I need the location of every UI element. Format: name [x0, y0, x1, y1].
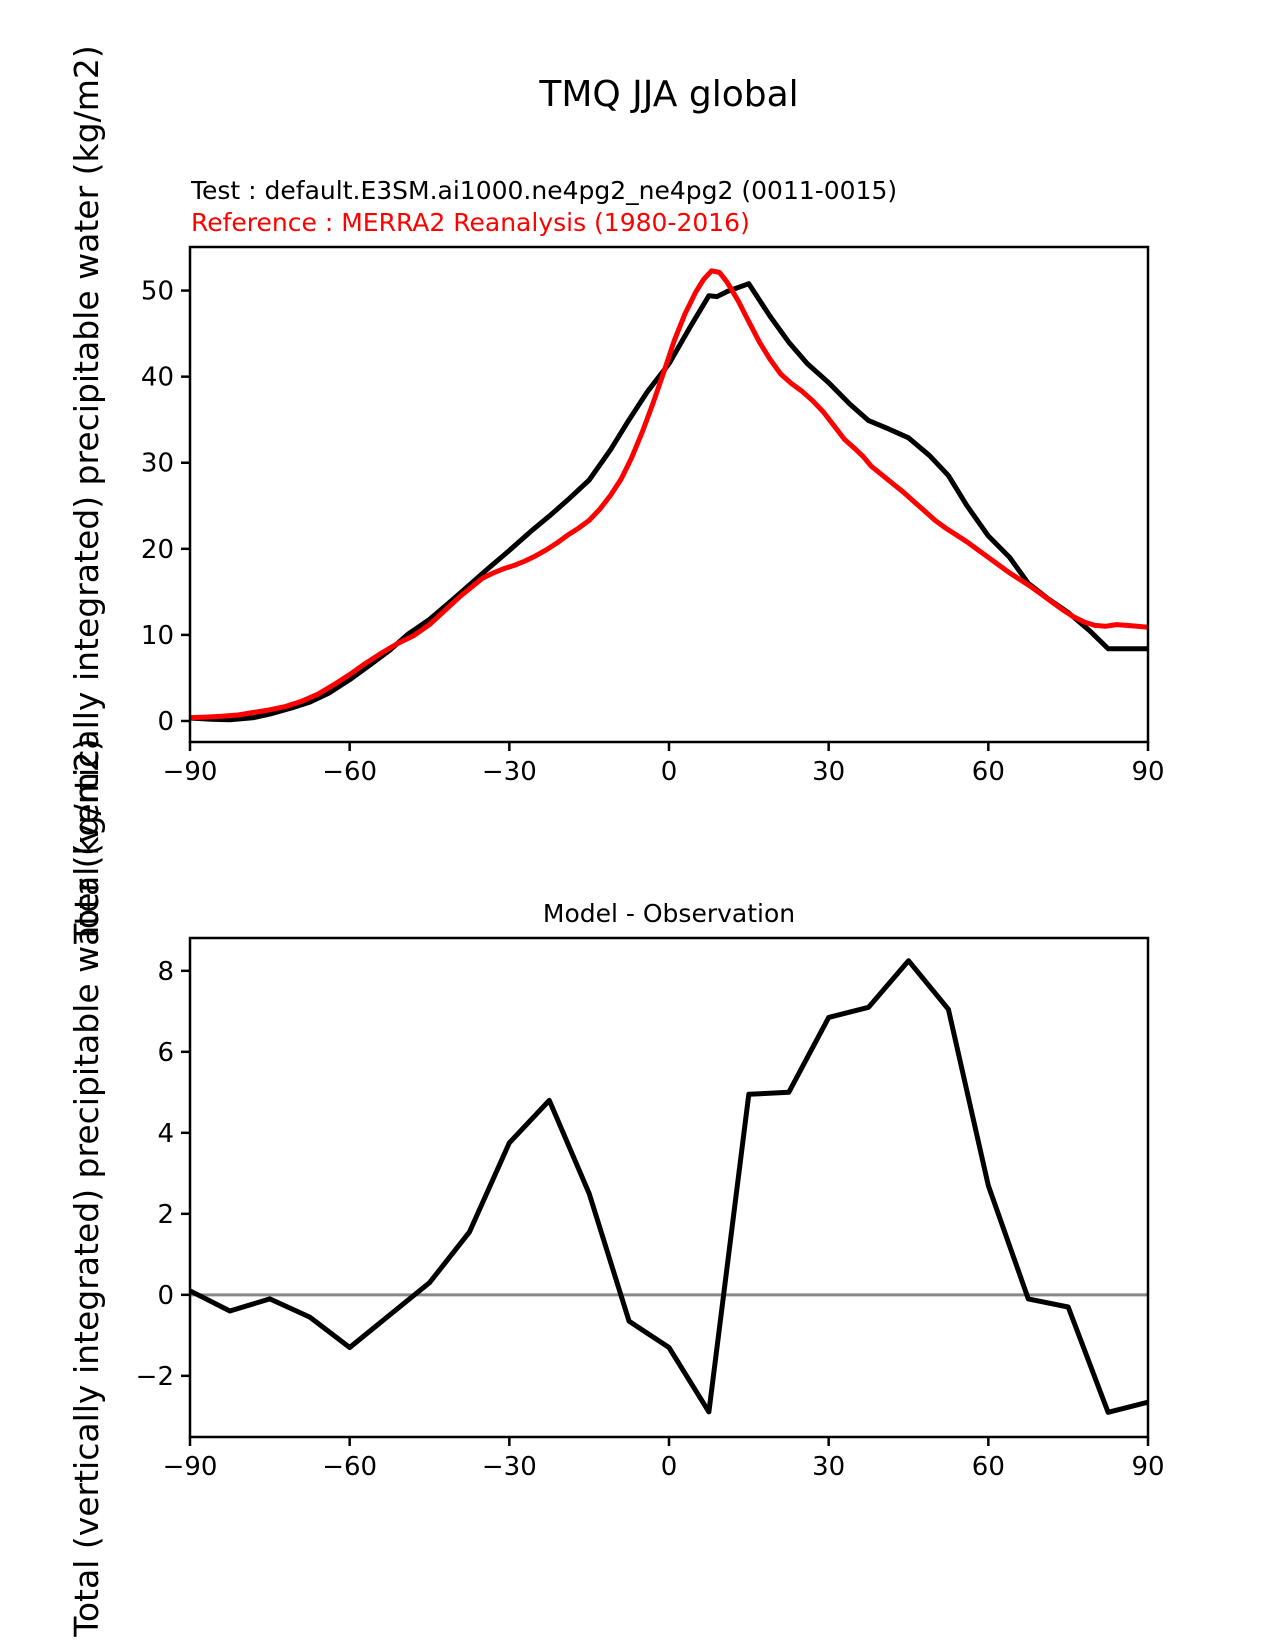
y-tick-label: 6	[157, 1037, 174, 1068]
x-tick-label: 90	[1131, 1452, 1165, 1482]
x-tick-label: −90	[162, 1452, 218, 1482]
axes-frame	[190, 938, 1148, 1437]
axes-frame	[190, 247, 1148, 742]
x-tick-label: 60	[971, 1452, 1005, 1482]
x-tick-label: 60	[971, 757, 1005, 787]
x-tick-label: −60	[322, 1452, 378, 1482]
y-tick-label: 8	[157, 956, 174, 987]
y-axis-label: Total (vertically integrated) precipitable water (kg/m2)	[67, 738, 106, 1637]
y-axis-label: Total (vertically integrated) precipitable water (kg/m2)	[67, 45, 106, 944]
x-tick-label: −30	[481, 1452, 537, 1482]
y-tick-label: 4	[157, 1118, 174, 1149]
series-line-difference	[190, 961, 1148, 1413]
y-tick-label: 0	[157, 1280, 174, 1311]
x-tick-label: 30	[812, 757, 846, 787]
x-tick-label: −90	[162, 757, 218, 787]
y-tick-label: −2	[135, 1361, 174, 1392]
legend-test-label: Test : default.E3SM.ai1000.ne4pg2_ne4pg2 (0011-0015)	[191, 176, 898, 205]
x-tick-label: 0	[660, 757, 678, 787]
x-tick-label: 0	[660, 1452, 678, 1482]
chart-title: Model - Observation	[542, 899, 796, 928]
x-tick-label: −60	[322, 757, 378, 787]
figure-title: TMQ JJA global	[539, 74, 799, 115]
y-tick-label: 0	[157, 706, 174, 737]
x-tick-label: 90	[1131, 757, 1165, 787]
y-tick-label: 2	[157, 1199, 174, 1230]
series-line-reference	[190, 271, 1148, 718]
y-tick-label: 20	[140, 534, 174, 565]
x-tick-label: −30	[481, 757, 537, 787]
y-tick-label: 10	[140, 620, 174, 651]
y-tick-label: 50	[140, 276, 174, 307]
legend-reference-label: Reference : MERRA2 Reanalysis (1980-2016)	[191, 208, 750, 237]
y-tick-label: 40	[140, 362, 174, 393]
y-tick-label: 30	[140, 448, 174, 479]
x-tick-label: 30	[812, 1452, 846, 1482]
